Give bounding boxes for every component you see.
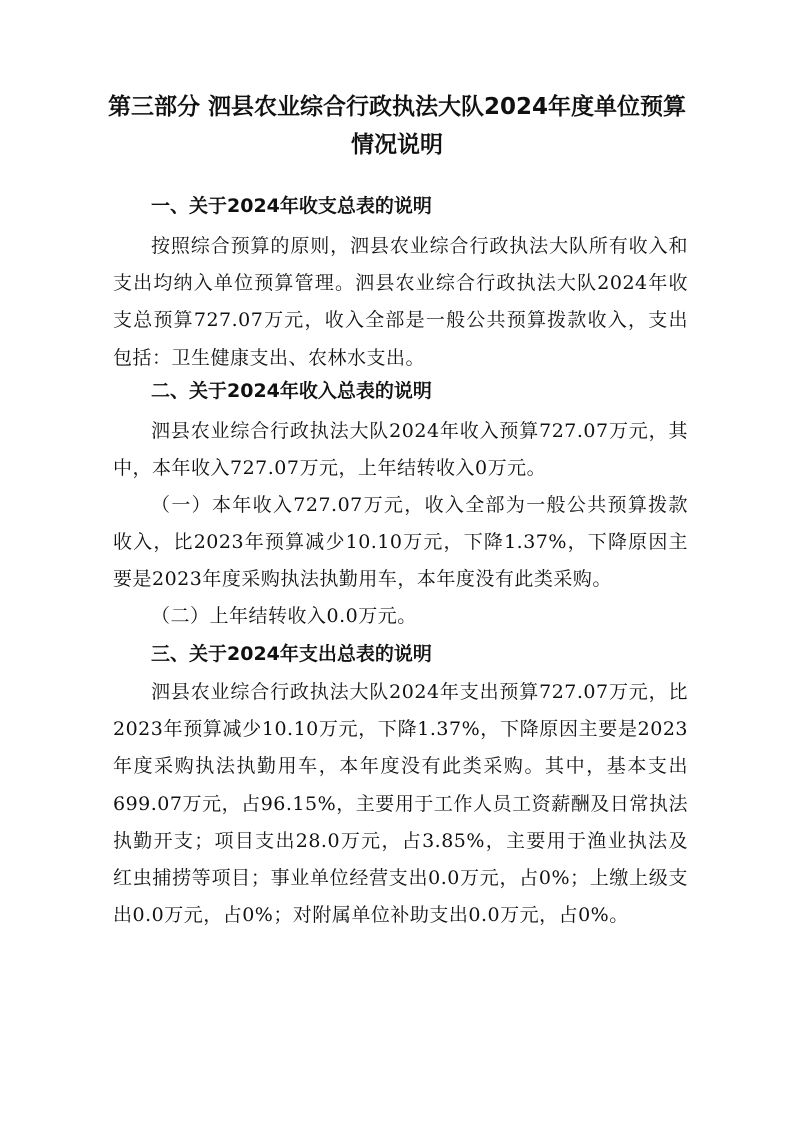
section-2-paragraph-1: 泗县农业综合行政执法大队2024年收入预算727.07万元，其中，本年收入727.07万元，上年结转收入0万元。 [113, 420, 688, 480]
section-heading-1: 一、关于2024年收支总表的说明 [151, 195, 432, 217]
section-2-paragraph-3: （二）上年结转收入0.0万元。 [151, 605, 417, 627]
section-heading-3: 三、关于2024年支出总表的说明 [151, 643, 432, 665]
section-1-paragraph-1: 按照综合预算的原则，泗县农业综合行政执法大队所有收入和支出均纳入单位预算管理。泗县农业综合行政执法大队2024年收支总预算727.07万元，收入全部是一般公共预算拨款收入，支出包括：卫生健康支出、农林水支出。 [113, 235, 688, 369]
section-3-paragraph-1: 泗县农业综合行政执法大队2024年支出预算727.07万元，比2023年预算减少10.10万元，下降1.37%，下降原因主要是2023年度采购执法执勤用车，本年度没有此类采购。其中，基本支出699.07万元，占96.15%，主要用于工作人员工资薪酬及日常执法执勤开支；项目支出28.0万元，占3.85%，主要用于渔业执法及红虫捕捞等项目；事业单位经营支出0.0万元，占0%；上缴上级支出0.0万元，占0%；对附属单位补助支出0.0万元，占0%。 [113, 681, 688, 927]
section-2-paragraph-2: （一）本年收入727.07万元，收入全部为一般公共预算拨款收入，比2023年预算减少10.10万元，下降1.37%，下降原因主要是2023年度采购执法执勤用车，本年度没有此类采购。 [113, 494, 688, 591]
page-title: 第三部分 泗县农业综合行政执法大队2024年度单位预算情况说明 [107, 94, 687, 158]
section-heading-2: 二、关于2024年收入总表的说明 [151, 380, 432, 402]
